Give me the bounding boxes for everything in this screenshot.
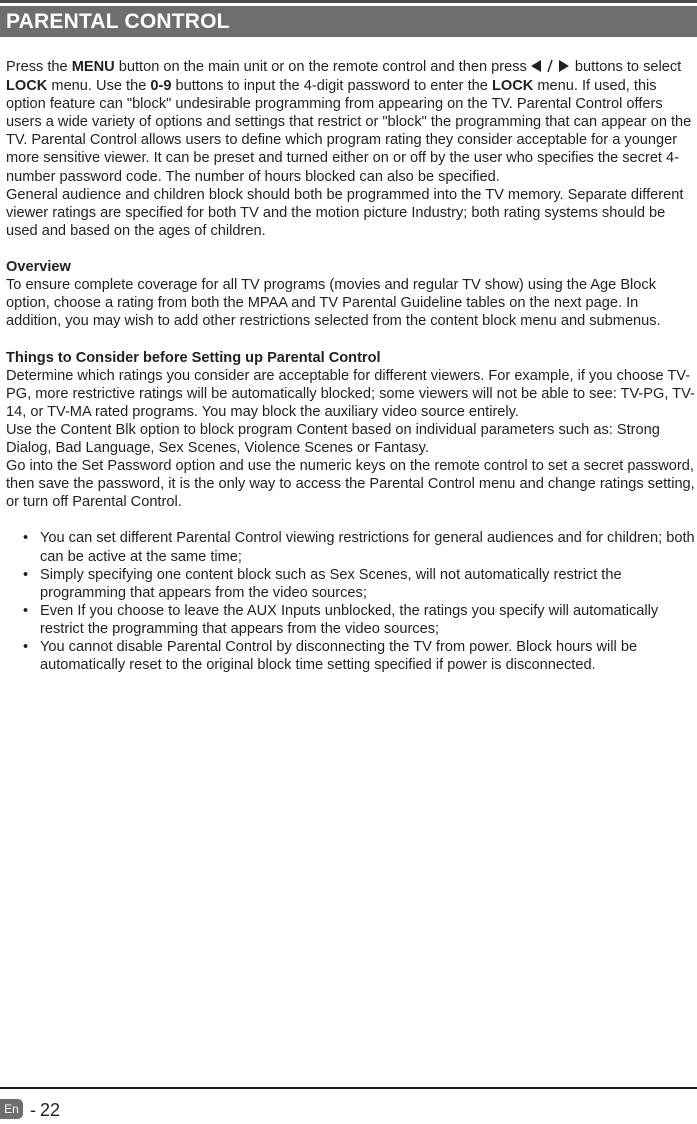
overview-heading: Overview: [6, 259, 71, 276]
consider-paragraph: Use the Content Blk option to block program Content based on individual parameters such as: Strong Dialog, Bad Language, Sex Scenes, Violence Scenes or Fantasy.: [6, 421, 660, 456]
footer-rule: [0, 1087, 697, 1089]
digits-key: 0-9: [150, 78, 172, 95]
lock-key: LOCK: [491, 78, 534, 95]
consider-paragraph: Go into the Set Password option and use the numeric keys on the remote control to set a secret password, then save the password, it is the only way to access the Parental Control menu and change ratings setting, or turn off Parental Control.: [6, 458, 695, 511]
list-item: • You can set different Parental Control viewing restrictions for general audiences and for children; both can be active at the same time;: [23, 530, 695, 565]
language-badge: En: [0, 1099, 23, 1119]
section-header: [0, 6, 697, 37]
page-title: PARENTAL CONTROL: [6, 10, 230, 33]
lock-key: LOCK: [6, 78, 48, 95]
bullet-icon: •: [23, 639, 29, 655]
notes-list: [6, 529, 696, 674]
page-number: 22: [40, 1100, 61, 1120]
overview-paragraph: To ensure complete coverage for all TV programs (movies and regular TV show) using the Age Block option, choose a rating from both the MPAA and TV Parental Guideline tables on the next page. In addition, you may wish to add other restrictions selected from the content block menu and submenus.: [6, 277, 661, 330]
left-right-arrow-icon: [531, 59, 571, 77]
menu-key: MENU: [71, 59, 115, 75]
footer-dash: -: [30, 1100, 36, 1120]
consider-paragraph: Determine which ratings you consider are acceptable for different viewers. For example, if you choose TV-PG, more restrictive ratings will be automatically blocked; some viewers will not be able to see: TV-PG, TV-14, or TV-MA rated programs. You may block the auxiliary video source entirely.: [6, 367, 695, 420]
list-item: • Simply specifying one content block such as Sex Scenes, will not automatically restrict the programming that appears from the video sources;: [23, 566, 622, 601]
intro-paragraph-2: General audience and children block should both be programmed into the TV memory. Separate different viewer ratings are specified for both TV and the motion picture Industry; both rating systems should be used and based on the ages of children.: [6, 186, 684, 239]
bullet-icon: •: [23, 566, 29, 583]
bullet-icon: •: [23, 602, 29, 619]
list-item: • Even If you choose to leave the AUX Inputs unblocked, the ratings you specify will automatically restrict the programming that appears from the video sources;: [23, 602, 659, 637]
list-item: • You cannot disable Parental Control by disconnecting the TV from power. Block hours will be automatically reset to the original block time setting specified if power is disconnected.: [23, 639, 638, 674]
document-body: [6, 58, 696, 674]
top-rule: [0, 0, 697, 3]
bullet-icon: •: [23, 530, 29, 547]
intro-paragraph: Press the MENU button on the main unit or on the remote control and then press buttons to select LOCK menu. Use the 0-9 buttons to input the 4-digit password to enter the LOCK menu. If used, this option feature can "block" undesirable programming from appearing on the TV. Parental Control offers users a wide variety of options and settings that restrict or "block" the programming that can appear on the TV. Parental Control allows users to define which program rating they consider acceptable for a younger more sensitive viewer. It can be preset and turned either on or off by the user who specifies the secret 4-number password code. The number of hours blocked can also be specified.: [6, 59, 692, 185]
consider-heading: Things to Consider before Setting up Parental Control: [6, 349, 381, 366]
